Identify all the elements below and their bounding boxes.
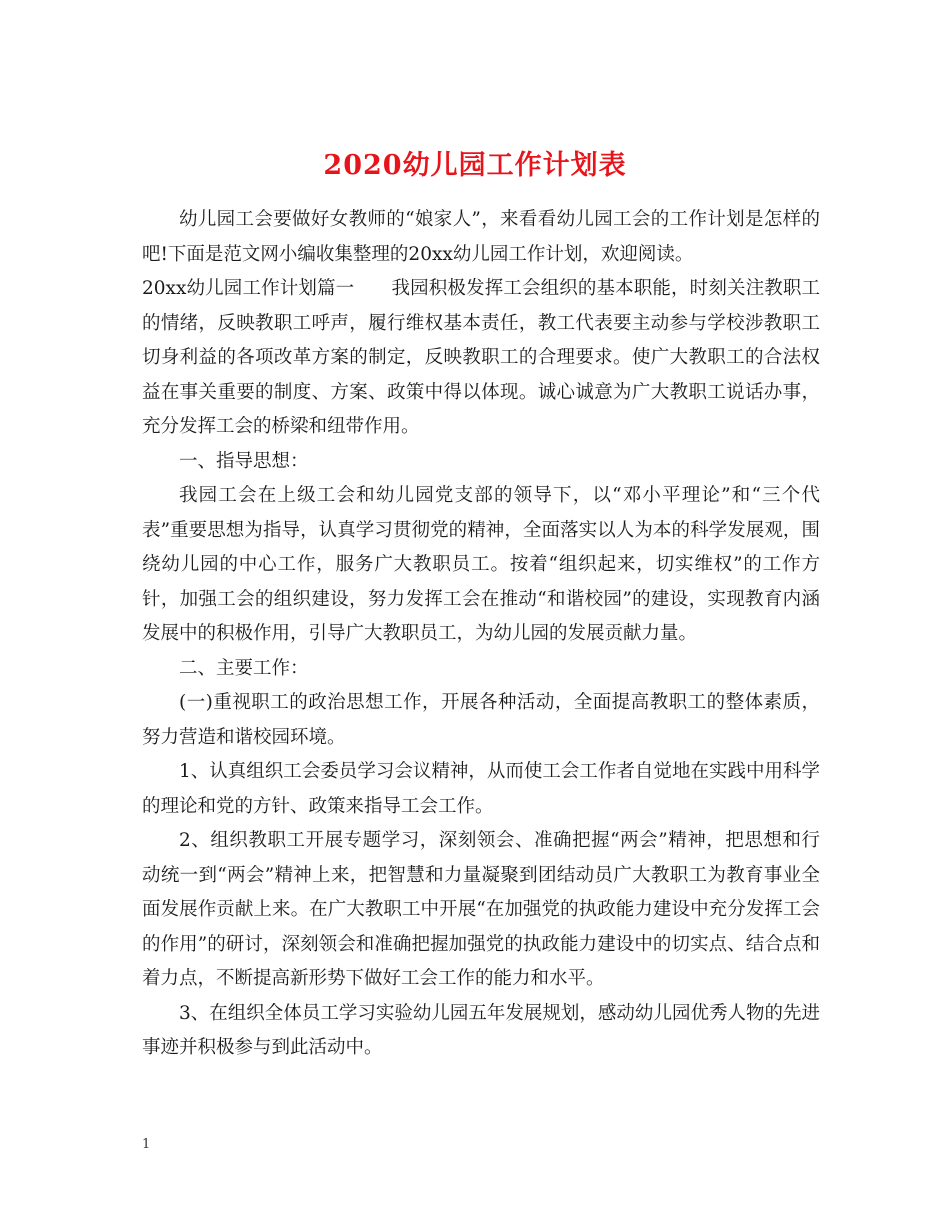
work-item-2: 2、组织教职工开展专题学习，深刻领会、准确把握“两会”精神，把思想和行动统一到“两会”精神上来，把智慧和力量凝聚到团结动员广大教职工为教育事业全面发展作贡献上来。在广大教职工中开展“在加强党的执政能力建设中充分发挥工会的作用”的研讨，深刻领会和准确把握加强党的执政能力建设中的切实点、结合点和着力点，不断提高新形势下做好工会工作的能力和水平。 [142,830,820,989]
guiding-ideology-heading: 一、指导思想： [179,450,309,472]
intro-paragraph: 幼儿园工会要做好女教师的“娘家人”，来看看幼儿园工会的工作计划是怎样的吧!下面是范文网小编收集整理的20xx幼儿园工作计划，欢迎阅读。 [142,209,820,265]
work-item-1: 1、认真组织工会委员学习会议精神，从而使工会工作者自觉地在实践中用科学的理论和党的方针、政策来指导工会工作。 [142,761,820,817]
document-title: 2020幼儿园工作计划表 [323,150,627,182]
main-work-subheading-one: (一)重视职工的政治思想工作，开展各种活动，全面提高教职工的整体素质，努力营造和谐校园环境。 [142,692,820,748]
document-body [142,203,820,1066]
guiding-ideology-paragraph: 我园工会在上级工会和幼儿园党支部的领导下，以“邓小平理论”和“三个代表”重要思想为指导，认真学习贯彻党的精神，全面落实以人为本的科学发展观，围绕幼儿园的中心工作，服务广大教职员工。按着“组织起来，切实维权”的工作方针，加强工会的组织建设，努力发挥工会在推动“和谐校园”的建设，实现教育内涵发展中的积极作用，引导广大教职员工，为幼儿园的发展贡献力量。 [142,485,820,644]
plan-section-one-paragraph: 20xx幼儿园工作计划篇一 我园积极发挥工会组织的基本职能，时刻关注教职工的情绪，反映教职工呼声，履行维权基本责任，教工代表要主动参与学校涉教职工切身利益的各项改革方案的制定，反映教职工的合理要求。使广大教职工的合法权益在事关重要的制度、方案、政策中得以体现。诚心诚意为广大教职工说话办事，充分发挥工会的桥梁和纽带作用。 [142,278,820,437]
page-number: 1 [142,1137,151,1152]
main-work-heading: 二、主要工作： [179,657,309,679]
work-item-3: 3、在组织全体员工学习实验幼儿园五年发展规划，感动幼儿园优秀人物的先进事迹并积极参与到此活动中。 [142,1002,820,1058]
